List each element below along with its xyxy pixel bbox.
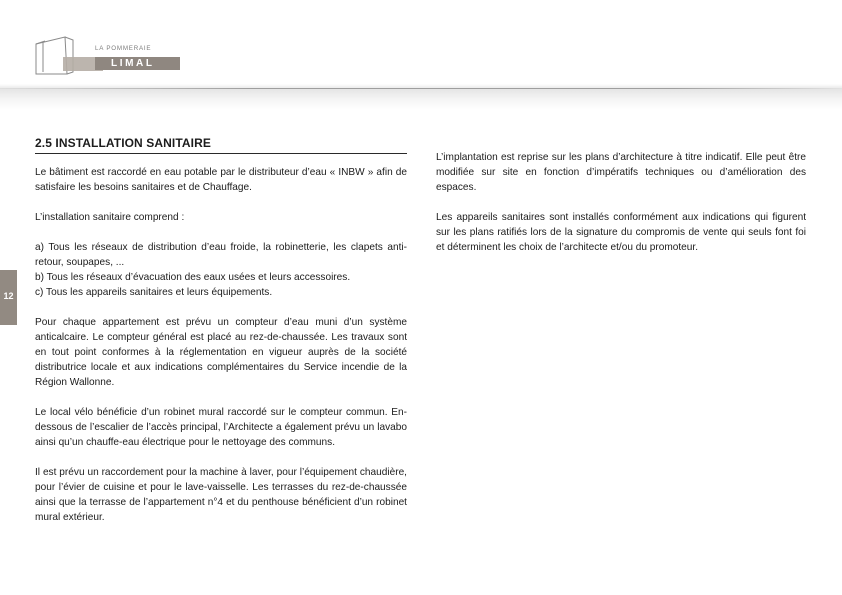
section-title: 2.5 INSTALLATION SANITAIRE — [35, 136, 211, 150]
page-number: 12 — [3, 291, 14, 301]
brand-name-large: LIMAL — [111, 58, 155, 69]
section-title-underline — [35, 153, 407, 154]
paragraph: Le bâtiment est raccordé en eau potable par le distributeur d’eau « INBW » afin de satisfaire les besoins sanitaires et de Chauffage. — [35, 167, 407, 193]
right-column — [436, 150, 806, 270]
paragraph: L’implantation est reprise sur les plans d’architecture à titre indicatif. Elle peut être modifiée sur site en fonction d’impératifs techniques ou d’amélioration des espaces. — [436, 152, 806, 193]
list-item: b) Tous les réseaux d’évacuation des eaux usées et leurs accessoires. — [35, 272, 351, 283]
paragraph: Le local vélo bénéficie d’un robinet mural raccordé sur le compteur commun. En-dessous de l’escalier de l’accès principal, l’Architecte a également prévu un lavabo ainsi qu’un chauffe-eau électrique pour le nettoyage des communs. — [35, 407, 407, 448]
logo-cube-icon — [33, 34, 103, 78]
list-item: a) Tous les réseaux de distribution d’eau froide, la robinetterie, les clapets anti-retour, soupapes, ... — [35, 242, 407, 268]
header-divider — [0, 88, 842, 89]
brand-logo — [33, 34, 153, 78]
paragraph: Il est prévu un raccordement pour la machine à laver, pour l’équipement chaudière, pour l’évier de cuisine et pour le lave-vaisselle. Les terrasses du rez-de-chaussée ainsi que la terrasse de l’appartement n°4 et du penthouse bénéficient d’un robinet mural extérieur. — [35, 467, 407, 523]
paragraph: Pour chaque appartement est prévu un compteur d’eau muni d’un système anticalcaire. Le compteur général est placé au rez-de-chaussée. Les travaux sont en tout point conformes à la réglementation en vigueur auprès de la société distributrice locale et aux indications complémentaires du Service incendie de la Région Wallonne. — [35, 317, 407, 388]
brand-name-small: LA POMMERAIE — [95, 45, 152, 52]
left-column — [35, 165, 407, 540]
paragraph: Les appareils sanitaires sont installés conformément aux indications qui figurent sur les plans ratifiés lors de la signature du compromis de vente qui seuls font foi et déterminent les choix de l’architecte et/ou du promoteur. — [436, 212, 806, 253]
paragraph: L’installation sanitaire comprend : — [35, 212, 185, 223]
list-block — [35, 240, 407, 300]
list-item: c) Tous les appareils sanitaires et leurs équipements. — [35, 287, 273, 298]
